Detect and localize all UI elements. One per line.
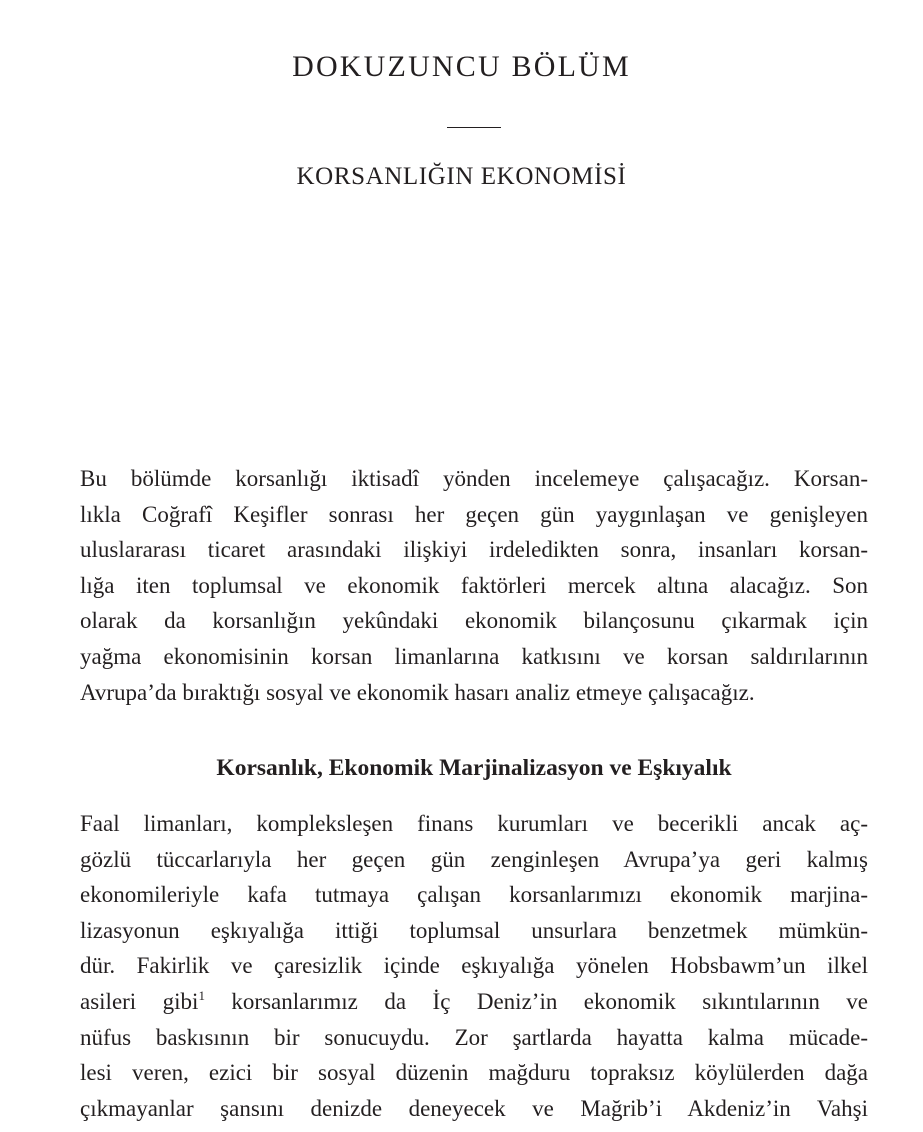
text-line: Bu bölümde korsanlığı iktisadî yönden incelemeye çalışacağız. Korsan- (80, 466, 868, 491)
text-line: nüfus baskısının bir sonucuydu. Zor şartlarda hayatta kalma mücade- (80, 1024, 868, 1050)
intro-paragraph (80, 461, 868, 710)
chapter-title: KORSANLIĞIN EKONOMİSİ (296, 163, 627, 190)
text-segment: asileri gibi (80, 988, 199, 1014)
text-line: çıkmayanlar şansını denizde deneyecek ve Mağrib’i Akdeniz’in Vahşi (80, 1095, 868, 1121)
text-line: lizasyonun eşkıyalığa ittiği toplumsal unsurlara benzetmek mümkün- (80, 917, 868, 943)
text-line: lıkla Coğrafî Keşifler sonrası her geçen gün yaygınlaşan ve genişleyen (80, 501, 868, 527)
footnote-reference[interactable]: 1 (198, 987, 205, 1003)
body-paragraph (80, 806, 868, 1126)
text-line: yağma ekonomisinin korsan limanlarına katkısını ve korsan saldırılarının (80, 643, 868, 669)
text-line: uluslararası ticaret arasındaki ilişkiyi irdeledikten sonra, insanları korsan- (80, 537, 868, 563)
text-line: lesi veren, ezici bir sosyal düzenin mağduru topraksız köylülerden dağa (80, 1060, 868, 1086)
title-divider (447, 127, 501, 128)
text-line: Avrupa’da bıraktığı sosyal ve ekonomik hasarı analiz etmeye çalışacağız. (80, 679, 755, 705)
text-line: dür. Fakirlik ve çaresizlik içinde eşkıyalığa yönelen Hobsbawm’un ilkel (80, 953, 868, 979)
text-line: lığa iten toplumsal ve ekonomik faktörleri mercek altına alacağız. Son (80, 572, 868, 598)
text-line (80, 984, 868, 1020)
text-line: olarak da korsanlığın yekûndaki ekonomik bilançosunu çıkarmak için (80, 608, 868, 634)
chapter-number: DOKUZUNCU BÖLÜM (292, 50, 631, 83)
text-line: gözlü tüccarlarıyla her geçen gün zenginleşen Avrupa’ya geri kalmış (80, 846, 868, 872)
section-heading: Korsanlık, Ekonomik Marjinalizasyon ve Eşkıyalık (216, 755, 732, 781)
text-line: Faal limanları, kompleksleşen finans kurumları ve becerikli ancak aç- (80, 811, 868, 836)
text-segment: korsanlarımız da İç Deniz’in ekonomik sıkıntılarının ve (204, 988, 868, 1014)
text-line: ekonomileriyle kafa tutmaya çalışan korsanlarımızı ekonomik marjina- (80, 882, 868, 908)
